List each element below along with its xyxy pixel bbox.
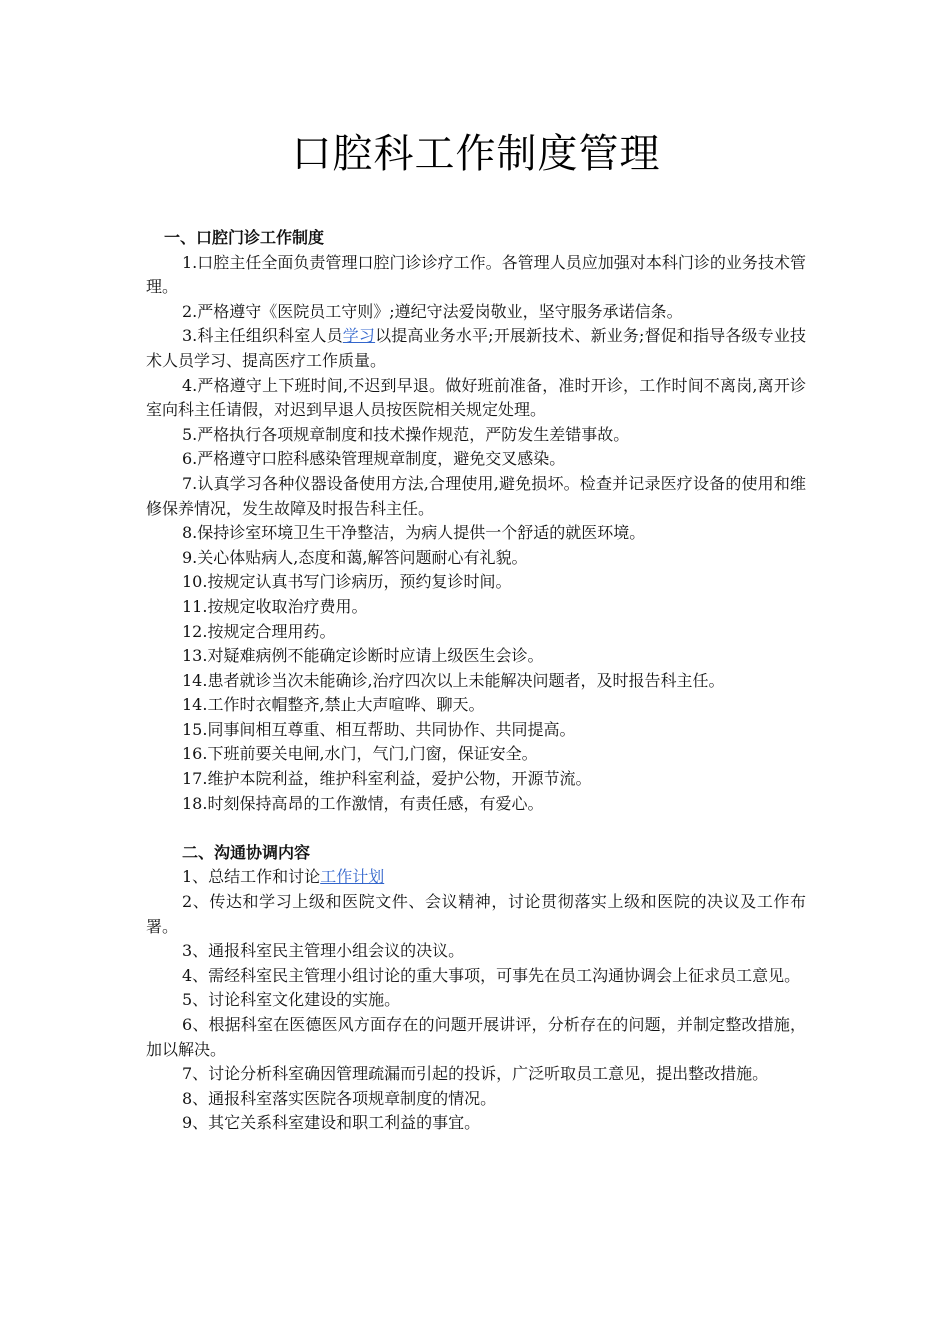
list-item: 6、根据科室在医德医风方面存在的问题开展讲评，分析存在的问题，并制定整改措施，加以解决。 [146, 1015, 806, 1059]
list-item: 8、通报科室落实医院各项规章制度的情况。 [182, 1088, 497, 1108]
section-heading-communication: 二、沟通协调内容 [182, 842, 311, 862]
list-item: 18.时刻保持高昂的工作激情，有责任感，有爱心。 [182, 793, 544, 813]
list-item: 16.下班前要关电闸,水门，气门,门窗，保证安全。 [182, 744, 538, 764]
section-heading-clinic-rules: 一、口腔门诊工作制度 [164, 228, 325, 247]
list-item: 14.工作时衣帽整齐,禁止大声喧哗、聊天。 [182, 695, 485, 715]
list-item: 8.保持诊室环境卫生干净整洁，为病人提供一个舒适的就医环境。 [182, 523, 646, 543]
list-item: 13.对疑难病例不能确定诊断时应请上级医生会诊。 [182, 646, 544, 666]
list-item-text: 1、总结工作和讨论 [182, 867, 321, 887]
list-item [146, 324, 806, 373]
list-item: 15.同事间相互尊重、相互帮助、共同协作、共同提高。 [182, 719, 576, 739]
list-item: 2、传达和学习上级和医院文件、会议精神，讨论贯彻落实上级和医院的决议及工作布署。 [146, 892, 806, 936]
list-item: 2.严格遵守《医院员工守则》;遵纪守法爱岗敬业，坚守服务承诺信条。 [182, 301, 683, 321]
list-item: 7.认真学习各种仪器设备使用方法,合理使用,避免损坏。检查并记录医疗设备的使用和维修保养情况，发生故障及时报告科主任。 [146, 473, 806, 518]
list-item: 1.口腔主任全面负责管理口腔门诊诊疗工作。各管理人员应加强对本科门诊的业务技术管理。 [146, 252, 806, 297]
list-item: 4.严格遵守上下班时间,不迟到早退。做好班前准备，准时开诊，工作时间不离岗,离开诊室向科主任请假，对迟到早退人员按医院相关规定处理。 [146, 375, 806, 420]
document-title: 口腔科工作制度管理 [291, 131, 661, 177]
list-item [146, 865, 806, 890]
list-item: 9.关心体贴病人,态度和蔼,解答问题耐心有礼貌。 [182, 547, 528, 567]
list-item: 11.按规定收取治疗费用。 [182, 596, 368, 616]
list-item: 10.按规定认真书写门诊病历，预约复诊时间。 [182, 572, 512, 592]
work-plan-link[interactable]: 工作计划 [320, 867, 385, 887]
list-item: 12.按规定合理用药。 [182, 621, 336, 641]
list-item-text: 以提高业务水平;开展新技术、新业务;督促和指导各级专业技术人员学习、提高医疗工作质量。 [146, 326, 806, 370]
list-item: 5.严格执行各项规章制度和技术操作规范，严防发生差错事故。 [182, 424, 630, 444]
study-link[interactable]: 学习 [342, 326, 376, 346]
list-item: 14.患者就诊当次未能确诊,治疗四次以上未能解决问题者，及时报告科主任。 [182, 670, 725, 690]
list-item: 4、需经科室民主管理小组讨论的重大事项，可事先在员工沟通协调会上征求员工意见。 [182, 965, 801, 985]
list-item: 6.严格遵守口腔科感染管理规章制度，避免交叉感染。 [182, 449, 566, 469]
list-item: 3、通报科室民主管理小组会议的决议。 [182, 941, 465, 961]
list-item: 5、讨论科室文化建设的实施。 [182, 990, 401, 1010]
list-item: 9、其它关系科室建设和职工利益的事宜。 [182, 1113, 481, 1133]
document-body [146, 226, 806, 1136]
list-item-text: 3.科主任组织科室人员 [182, 326, 343, 346]
list-item: 7、讨论分析科室确因管理疏漏而引起的投诉，广泛听取员工意见，提出整改措施。 [182, 1064, 769, 1084]
list-item: 17.维护本院利益，维护科室利益，爱护公物，开源节流。 [182, 769, 592, 789]
